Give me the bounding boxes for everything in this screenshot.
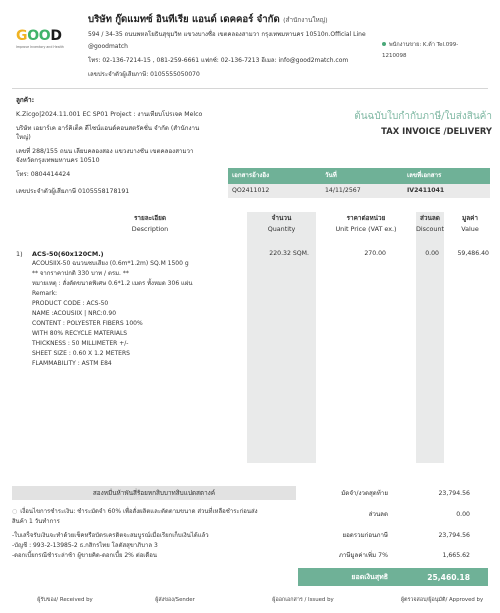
company-contact: โทร: 02-136-7214-15 , 081-259-6661 แฟกซ์: 02-136-7213 อีเมล: info@good2match.com: [88, 57, 349, 64]
item-desc-line: WITH 80% RECYCLE MATERIALS: [32, 330, 128, 337]
col-value-th: มูลค่า: [462, 214, 478, 222]
ref-value-document: QO2411012: [232, 187, 270, 194]
summary-value-deposit: 23,794.56: [438, 490, 470, 497]
item-number: 1): [16, 250, 23, 258]
summary-label-deposit: มัดจำ/งวดสุดท้าย: [341, 490, 388, 497]
salesperson-line1: พนักงานขาย: K.ต้า Tel.099-: [389, 42, 459, 48]
col-header-unit-price: [318, 214, 414, 233]
grand-total-value: 25,460.18: [427, 573, 470, 582]
customer-company-line1: บริษัท เอยาร์เค อาร์คิเต็ค ดีไซน์แอนด์คอนสตรัคชั่น จำกัด (สำนักงาน: [16, 125, 200, 132]
customer-project: K.Zicgo|2024.11.001 EC SP01 Project : งานเทียบโปรเจค Melco: [16, 111, 203, 118]
customer-tax-id: เลขประจำตัวผู้เสียภาษี 0105558178191: [16, 188, 130, 195]
payment-terms-line2: สินค้า 1 วันทำการ: [12, 518, 60, 525]
item-quantity: 220.32 SQM.: [269, 250, 309, 257]
item-desc-line: NAME :ACOUSIIX | NRC:0.90: [32, 310, 117, 317]
reference-value-row: [228, 184, 490, 198]
item-name: ACS-50(60x120CM.): [32, 250, 104, 258]
signature-approved-by: ผู้ตรวจสอบ/ผู้อนุมัติ/ Approved by: [400, 597, 484, 603]
col-quantity-en: Quantity: [267, 225, 296, 233]
company-tax-id: เลขประจำตัวผู้เสียภาษี: 0105555050070: [88, 71, 200, 78]
ref-value-number: IV2411041: [407, 187, 445, 194]
late-interest-note: -ดอกเบี้ยกรณีชำระล่าช้า ผู้ขายคิด-ดอกเบี้ย 2% ต่อเดือน: [12, 552, 157, 559]
item-value: 59,486.40: [457, 250, 489, 257]
doc-title-thai: ต้นฉบับใบกำกับภาษี/ใบส่งสินค้า: [354, 111, 492, 122]
col-description-en: Description: [131, 225, 169, 233]
company-name: [88, 14, 328, 26]
customer-phone: โทร: 0804414424: [16, 171, 71, 178]
item-unit-price: 270.00: [364, 250, 386, 257]
summary-label-vat: ภาษีมูลค่าเพิ่ม 7%: [338, 552, 388, 559]
header-divider: [12, 88, 488, 89]
customer-address-line1: เลขที่ 288/155 ถนน เลียบคลองสอง แขวงบางชัน เขตคลองสามวา: [16, 148, 194, 155]
bullet-icon: ○: [12, 508, 18, 515]
item-discount: 0.00: [425, 250, 439, 257]
ref-value-date: 14/11/2567: [325, 187, 361, 194]
payment-terms-text: เงื่อนไขการชำระเงิน: ชำระมัดจำ 60% เพื่อสั่งผลิตและตัดตามขนาด ส่วนที่เหลือชำระก่อนส่ง: [20, 508, 258, 515]
signature-received-by: ผู้รับของ/ Received by: [37, 597, 93, 603]
signature-sender: ผู้ส่งของ/Sender: [155, 597, 195, 603]
item-desc-line: ACOUSIIX-50 ฉนวนซบเสียง (0.6m*1.2m) SQ.M 1500 g: [32, 260, 189, 267]
summary-label-discount: ส่วนลด: [368, 511, 388, 518]
company-name-text: บริษัท กู๊ดแมทซ์ อินทีเรีย แอนด์ เดคคอร์ จำกัด: [88, 14, 280, 25]
col-discount-en: Discount: [415, 225, 445, 233]
grand-total-label: ยอดเงินสุทธิ: [351, 573, 388, 581]
col-unit-price-th: ราคาต่อหน่วย: [346, 214, 386, 222]
bank-account-note: -บัญชี : 993-2-13985-2 ธ.กสิกรไทย โลตัสสุขาภิบาล 3: [12, 542, 158, 549]
col-discount-th: ส่วนลด: [420, 214, 440, 222]
col-header-value: [450, 214, 490, 233]
summary-value-subtotal: 23,794.56: [438, 532, 470, 539]
ref-header-date: วันที่: [325, 172, 337, 179]
reference-header-row: [228, 168, 490, 184]
salesperson-box: [382, 42, 492, 60]
item-desc-line: Remark:: [32, 290, 58, 297]
company-address-line2: @goodmatch: [88, 43, 128, 50]
payment-terms-line1: [12, 508, 302, 516]
item-desc-line: SHEET SIZE : 0.60 X 1.2 METERS: [32, 350, 130, 357]
doc-title-english: TAX INVOICE /DELIVERY: [381, 126, 492, 136]
company-address-line1: 594 / 34-35 ถนนพหลโยธินสุขุมวิท แขวงบางซื่อ เขตคลองสามวา กรุงเทพมหานคร 10510n.Official Line: [88, 31, 366, 38]
ref-header-number: เลขที่เอกสาร: [407, 172, 442, 179]
customer-address-line2: จังหวัดกรุงเทพมหานคร 10510: [16, 157, 100, 164]
logo-tagline: Improve Inventory and Health: [16, 44, 64, 49]
item-desc-line: FLAMMABILITY : ASTM E84: [32, 360, 112, 367]
status-dot-icon: [382, 42, 386, 46]
col-header-description: [80, 214, 220, 233]
col-header-discount: [412, 214, 448, 233]
col-header-quantity: [247, 214, 316, 233]
item-desc-line: หมายเหตุ : สั่งตัดขนาดพิเศษ 0.6*1.2 เมตร ทั้งหมด 306 แผ่น: [32, 280, 193, 287]
signature-issued-by: ผู้ออกเอกสาร / Issued by: [272, 597, 334, 603]
summary-value-discount: 0.00: [456, 511, 470, 518]
item-desc-line: ** จากราคาปกติ 330 บาท / ตรม. **: [32, 270, 129, 277]
ref-header-document: เอกสารอ้างอิง: [232, 172, 270, 179]
item-desc-line: THICKNESS : 50 MILLIMETER +/-: [32, 340, 129, 347]
company-logo: [16, 28, 74, 64]
item-desc-line: CONTENT : POLYESTER FIBERS 100%: [32, 320, 143, 327]
item-desc-line: PRODUCT CODE : ACS-50: [32, 300, 109, 307]
amount-in-words: สองหมื่นห้าพันสี่ร้อยหกสิบบาทสิบแปดสตางค์: [92, 489, 216, 497]
col-description-th: รายละเอียด: [133, 214, 167, 222]
company-hq-label: (สำนักงานใหญ่): [283, 16, 328, 24]
col-unit-price-en: Unit Price (VAT ex.): [335, 225, 397, 233]
col-value-en: Value: [461, 225, 479, 233]
customer-company-line2: ใหญ่): [16, 134, 31, 141]
col-quantity-th: จำนวน: [271, 214, 292, 222]
customer-label: ลูกค้า:: [16, 96, 35, 104]
salesperson-line2: 1210098: [382, 52, 407, 59]
receipt-note: -ใบเสร็จรับเงินจะทำด้วยเช็คหรือบัตรเครดิตจะสมบูรณ์เมื่อเรียกเก็บเงินได้แล้ว: [12, 532, 209, 539]
summary-value-vat: 1,665.62: [442, 552, 470, 559]
logo-wordmark: GOOD: [16, 28, 62, 44]
summary-label-subtotal: ยอดรวมก่อนภาษี: [342, 532, 388, 539]
